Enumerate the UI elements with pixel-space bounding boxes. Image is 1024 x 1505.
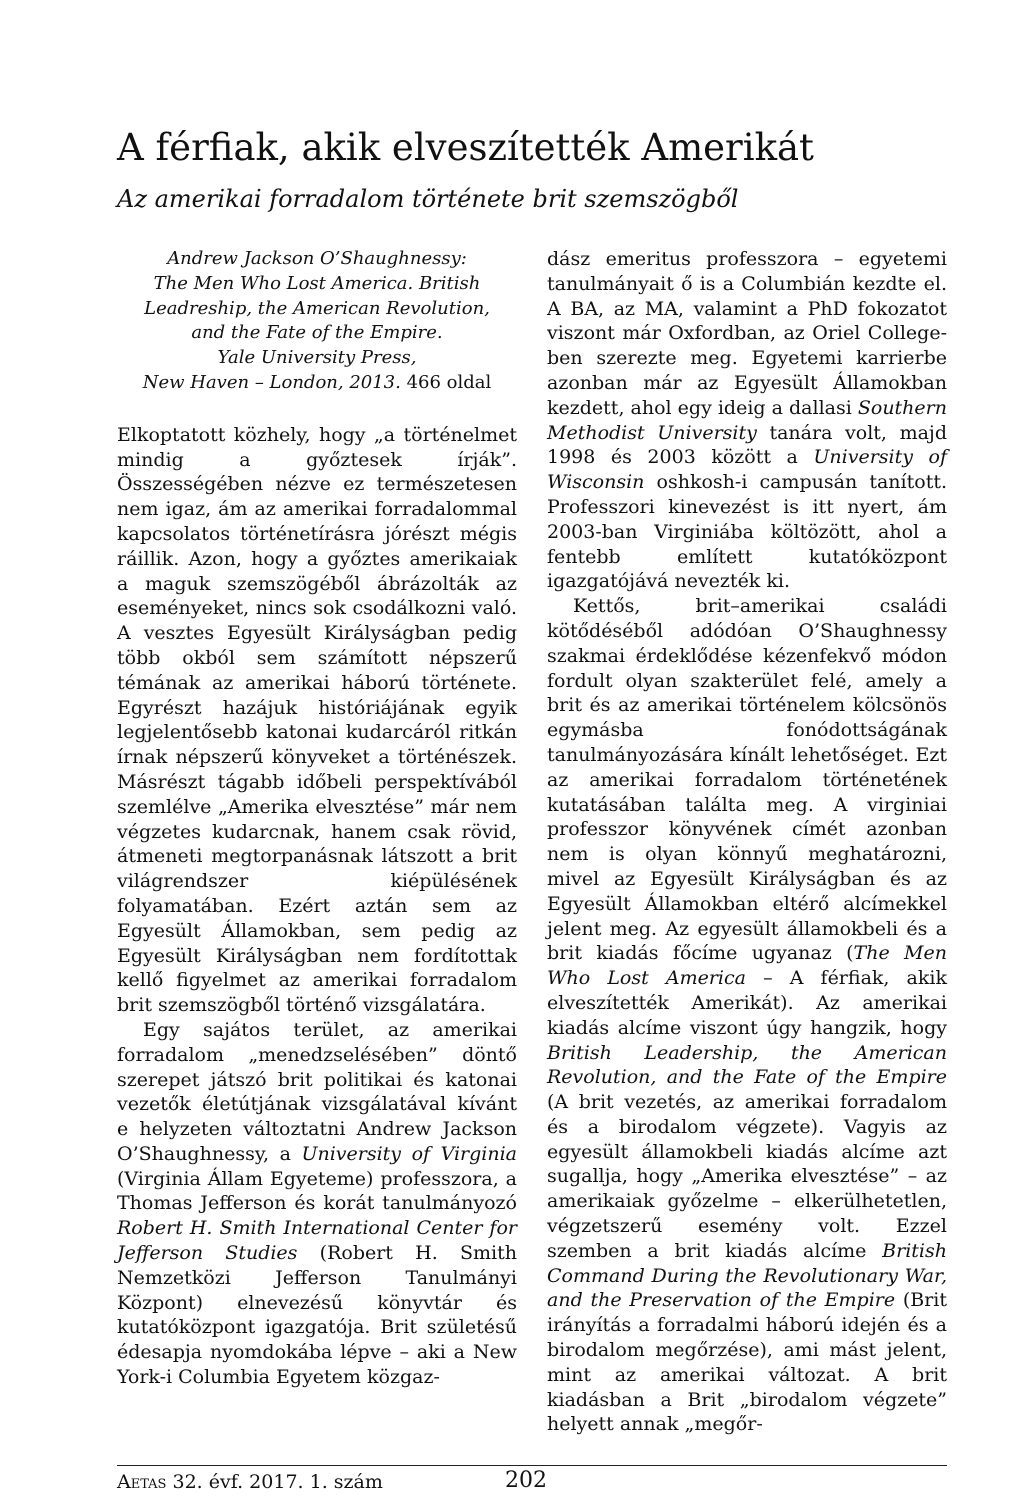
biblio-line [117,371,517,396]
journal-issue: 32. évf. 2017. 1. szám [166,1471,383,1493]
text-span: (Virginia Állam Egyeteme) professzora, a Thomas Jefferson és korát tanulmányozó [117,1167,517,1215]
biblio-line: Yale University Press, [217,347,417,369]
biblio-line: Leadreship, the American Revolution, [144,297,490,319]
paragraph: Elkoptatott közhely, hogy „a történelmet mindig a győztesek írják”. Összességében nézve ez természetesen nem igaz, ám az amerikai forradalommal kapcsolatos történetírásra jórészt mégis ráillik. Azon, hogy a győztes amerikaiak a maguk szemszögéből ábrázolták az eseményeket, nincs sok csodálkozni való. A vesztes Egyesült Királyságban pedig több okból sem számított népszerű témának az amerikai háború története. Egyrészt hazájuk históriájának egyik legjelentősebb katonai kudarcáról ritkán írnak népszerű könyveket a történészek. Másrészt tágabb időbeli perspektívából szemlélve „Amerika elvesztése” már nem végzetes kudarcnak, hanem csak rövid, átmeneti megtorpanásnak látszott a brit világrendszer kiépülésének folyamatában. Ezért aztán sem az Egyesült Államokban, sem pedig az Egyesült Királyságban nem fordítottak kellő figyelmet az amerikai forradalom brit szemszögből történő vizsgálatára. [117,423,517,1017]
paragraph [547,594,947,1437]
biblio-line: Andrew Jackson O’Shaughnessy: [167,248,467,269]
left-column [117,247,517,1390]
italic-span: University of Virginia [301,1142,517,1165]
text-span: Kettős, brit–amerikai családi kötődéséből adódóan O’Shaughnessy szakmai érdeklődése kézenfekvő módon fordult olyan szakterület felé, amely a brit és az amerikai történelem kölcsönös egymásba fonódottságának tanulmányozására kínált lehetőséget. Ezt az amerikai forradalom történetének kutatásában találta meg. A virginiai professzor könyvének címét azonban nem is olyan könnyű meghatározni, mivel az Egyesült Királyságban és az Egyesült Államokban eltérő alcímekkel jelent meg. Az egyesült államokbeli és a brit kiadás főcíme ugyanaz ( [547,595,947,965]
journal-name: Aetas [117,1471,167,1493]
paragraph [547,247,947,594]
article-subtitle: Az amerikai forradalom története brit szemszögből [117,185,739,213]
biblio-line: and the Fate of the Empire. [191,322,443,344]
italic-span: Robert H. Smith International Center for Jefferson Studies [117,1217,517,1265]
biblio-pages: 466 oldal [400,371,492,393]
text-span: Egy sajátos terület, az amerikai forradalom „menedzselésében” döntő szerepet játszó brit politikai és katonai vezetők életútjának vizsgálatával kívánt e helyzeten változtatni Andrew Jackson O’Shaughnessy, a [117,1018,517,1165]
bibliography [117,247,517,396]
text-span: dász emeritus professzora – egyetemi tanulmányait ő is a Columbián kezdte el. A BA, az MA, valamint a PhD fokozatot viszont már Oxfordban, az Oriel College-ben szerezte meg. Egyetemi karrierbe azonban már az Egyesült Államokban kezdett, ahol egy ideig a dallasi [547,248,947,419]
text-span: oshkosh-i campusán tanított. Professzori kinevezést is itt nyert, ám 2003-ban Virginiába költözött, ahol a fentebb említett kutatóközpont igazgatójává nevezték ki. [547,471,947,593]
biblio-place-year: New Haven – London, 2013. [142,371,401,393]
paragraph [117,1018,517,1390]
italic-span: The Men Who Lost America [547,942,947,990]
footer-divider [117,1465,947,1466]
text-span: tanára volt, majd 1998 és 2003 között a [547,421,947,469]
text-span: (A brit vezetés, az amerikai forradalom és a birodalom végzete). Vagyis az egyesült államokbeli kiadás alcíme azt sugallja, hogy „Amerika elvesztése” – az amerikaiak győzelme – elkerülhetetlen, végzetszerű esemény volt. Ezzel szemben a brit kiadás alcíme [547,1091,947,1262]
journal-info [117,1470,383,1494]
biblio-line: The Men Who Lost America. British [153,272,481,294]
text-span: (Robert H. Smith Nemzetközi Jefferson Tanulmányi Központ) elnevezésű könyvtár és kutatóközpont igazgatója. Brit születésű édesapja nyomdokába lépve – aki a New York-i Columbia Egyetem közgaz- [117,1242,517,1389]
text-span: (Brit irányítás a forradalmi háború idején és a birodalom megőrzése), ami mást jelent, mint az amerikai változat. A brit kiadásban a Brit „birodalom végzete” helyett annak „megőr- [547,1289,947,1436]
text-span: – A férfiak, akik elveszítették Amerikát). Az amerikai kiadás alcíme viszont úgy hangzik, hogy [547,967,947,1039]
page-number: 202 [505,1468,547,1493]
italic-span: British Command During the Revolutionary War, and the Preservation of the Empire [547,1239,947,1312]
italic-span: Southern Methodist University [547,396,947,444]
article-title: A férfiak, akik elveszítették Amerikát [117,126,814,169]
italic-span: British Leadership, the American Revolution, and the Fate of the Empire [547,1041,947,1089]
right-column [547,247,947,1437]
italic-span: University of Wisconsin [547,446,947,494]
